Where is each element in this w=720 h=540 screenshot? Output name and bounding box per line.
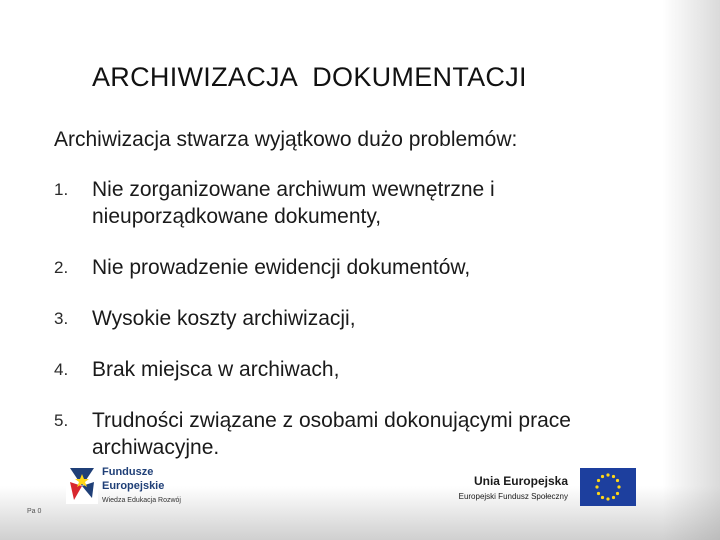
list-item-number: 3. (54, 309, 69, 328)
list-item (54, 407, 674, 461)
fundusze-logo-line1: Fundusze (102, 466, 154, 478)
ue-logo-line1: Unia Europejska (473, 474, 568, 488)
eu-flag-icon (580, 468, 636, 506)
list-item (54, 356, 674, 383)
slide-title: ARCHIWIZACJA DOKUMENTACJI (92, 62, 527, 92)
list-item-text: Brak miejsca w archiwach, (92, 358, 340, 381)
list-item-number: 1. (54, 180, 69, 199)
list-item-text: Nie zorganizowane archiwum wewnętrzne i nieuporządkowane dokumenty, (92, 178, 495, 228)
list-item-number: 4. (54, 360, 69, 379)
fundusze-europejskie-star-icon (66, 464, 98, 504)
intro-text: Archiwizacja stwarza wyjątkowo dużo problemów: (54, 128, 518, 151)
list-item (54, 305, 674, 332)
fundusze-logo-line3: Wiedza Edukacja Rozwój (102, 497, 181, 504)
fundusze-europejskie-logo (60, 460, 200, 512)
unia-europejska-logo (444, 468, 640, 512)
corner-text: Pa 0 (27, 508, 42, 515)
list-item-text: Wysokie koszty archiwizacji, (92, 307, 356, 330)
fundusze-logo-line2: Europejskie (102, 480, 165, 492)
list-item-number: 5. (54, 411, 69, 430)
list-item-number: 2. (54, 258, 69, 277)
list-item (54, 176, 674, 230)
ue-logo-line2: Europejski Fundusz Społeczny (458, 492, 568, 501)
list-item (54, 254, 674, 281)
problem-list (54, 176, 674, 485)
list-item-text: Trudności związane z osobami dokonującymi prace archiwacyjne. (92, 409, 571, 459)
list-item-text: Nie prowadzenie ewidencji dokumentów, (92, 256, 471, 279)
